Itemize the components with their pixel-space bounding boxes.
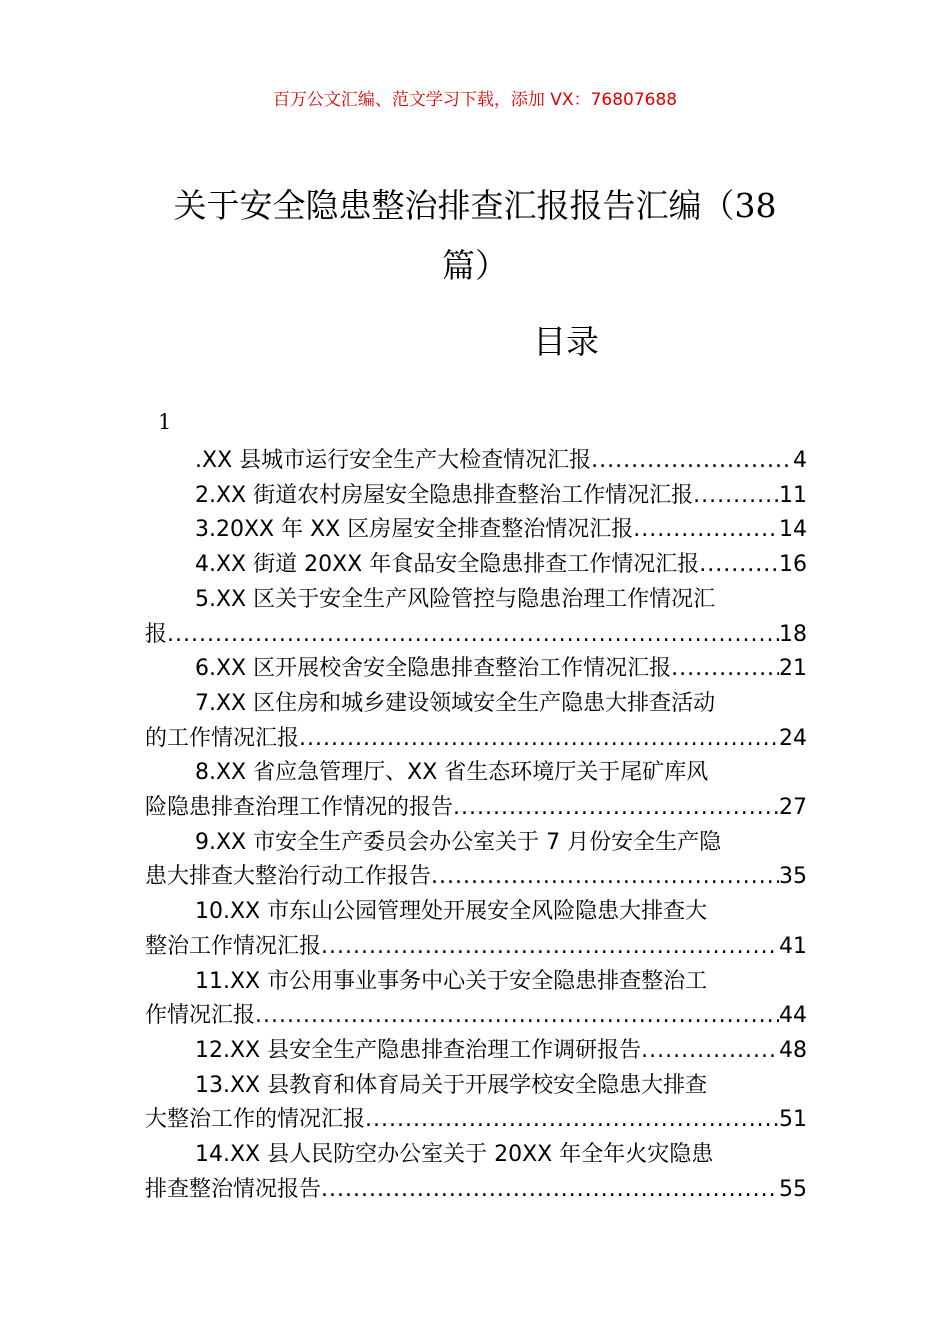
toc-entry-title: 9.XX 市安全生产委员会办公室关于 7 月份安全生产隐: [195, 829, 722, 855]
toc-leader-dots: [431, 860, 779, 895]
toc-entry-title: 14.XX 县人民防空办公室关于 20XX 年全年火灾隐患: [195, 1142, 714, 1168]
toc-leader-dots: [693, 479, 779, 514]
toc-entry-title: 5.XX 区关于安全生产风险管控与隐患治理工作情况汇: [195, 586, 716, 612]
toc-leader-dots: [365, 1103, 779, 1138]
toc-entry[interactable]: [145, 548, 807, 583]
toc-entry-page: 18: [779, 621, 807, 647]
toc-entry-page: 21: [779, 656, 807, 682]
toc-entry-title-continued: 作情况汇报: [145, 1003, 256, 1029]
toc-entry-title-continued: 大整治工作的情况汇报: [145, 1107, 366, 1133]
toc-entry-title: 2.XX 街道农村房屋安全隐患排查整治工作情况汇报: [195, 482, 694, 508]
toc-entry-page: 55: [779, 1176, 807, 1202]
toc-entry[interactable]: [145, 583, 807, 652]
toc-entry[interactable]: [145, 1138, 807, 1207]
toc-entry-page: 11: [779, 482, 807, 508]
toc-entry[interactable]: [145, 756, 807, 825]
toc-entry-page: 35: [779, 864, 807, 890]
toc-entry-title: 11.XX 市公用事业事务中心关于安全隐患排查整治工: [195, 968, 708, 994]
toc-entry-title: 4.XX 街道 20XX 年食品安全隐患排查工作情况汇报: [195, 552, 700, 578]
toc-entry-page: 14: [779, 517, 807, 543]
document-title-part1: 关于安全隐患整治排查汇报报告汇编（: [173, 186, 735, 225]
toc-entry[interactable]: [145, 1034, 807, 1069]
toc-entry-title-continued: 排查整治情况报告: [145, 1176, 322, 1202]
toc-leader-dots: [255, 999, 779, 1034]
toc-leader-dots: [671, 652, 779, 687]
toc-entry-title: .XX 县城市运行安全生产大检查情况汇报: [195, 448, 592, 473]
toc-entry-title: 8.XX 省应急管理厅、XX 省生态环境厅关于尾矿库风: [195, 760, 709, 786]
toc-entry-title: 13.XX 县教育和体育局关于开展学校安全隐患大排查: [195, 1072, 708, 1098]
toc-entry[interactable]: [145, 687, 807, 756]
toc-leader-dots: [699, 548, 779, 583]
toc-leader-dots: [641, 1034, 779, 1069]
document-title-part2: 篇）: [442, 246, 508, 285]
toc-lead-number: 1: [158, 410, 172, 434]
toc-entry[interactable]: [145, 444, 807, 479]
toc-leader-dots: [321, 930, 779, 965]
toc-entry[interactable]: [145, 479, 807, 514]
toc-entry-title-continued: 险隐患排查治理工作情况的报告: [145, 795, 454, 821]
toc-entry-title: 3.20XX 年 XX 区房屋安全排查整治情况汇报: [195, 517, 634, 543]
toc-entry-page: 51: [779, 1107, 807, 1133]
toc-entry-page: 48: [779, 1037, 807, 1063]
header-note: 百万公文汇编、范文学习下载，添加 VX：76807688: [272, 90, 678, 110]
document-title: [140, 176, 810, 296]
toc-entry-page: 41: [779, 933, 807, 959]
toc-entry[interactable]: [145, 1069, 807, 1138]
toc-entry-title-continued: 患大排查大整治行动工作报告: [145, 864, 432, 890]
toc-entry-page: 44: [779, 1003, 807, 1029]
toc-entry-page: 24: [779, 725, 807, 751]
toc-leader-dots: [321, 1173, 779, 1208]
toc-title: 目录: [533, 322, 599, 361]
toc-leader-dots: [633, 513, 779, 548]
toc-entry[interactable]: [145, 965, 807, 1034]
toc-entry-page: 16: [779, 552, 807, 578]
toc-leader-dots: [591, 444, 793, 479]
toc-entry-page: 27: [779, 795, 807, 821]
toc-entry[interactable]: [145, 513, 807, 548]
toc-leader-dots: [299, 722, 779, 757]
toc-entry-title: 6.XX 区开展校舍安全隐患排查整治工作情况汇报: [195, 656, 672, 682]
document-title-number: 38: [734, 186, 777, 225]
toc-entry-title-continued: 的工作情况汇报: [145, 725, 300, 751]
table-of-contents: [145, 444, 807, 1207]
toc-entry-title: 10.XX 市东山公园管理处开展安全风险隐患大排查大: [195, 899, 708, 925]
toc-leader-dots: [167, 618, 779, 653]
toc-entry[interactable]: [145, 895, 807, 964]
toc-entry-title-continued: 报: [145, 621, 168, 647]
toc-entry-page: 4: [793, 448, 807, 473]
toc-entry-title: 7.XX 区住房和城乡建设领域安全生产隐患大排查活动: [195, 690, 716, 716]
toc-leader-dots: [453, 791, 779, 826]
toc-entry-title-continued: 整治工作情况汇报: [145, 933, 322, 959]
toc-entry-title: 12.XX 县安全生产隐患排查治理工作调研报告: [195, 1037, 642, 1063]
toc-entry[interactable]: [145, 826, 807, 895]
toc-entry[interactable]: [145, 652, 807, 687]
